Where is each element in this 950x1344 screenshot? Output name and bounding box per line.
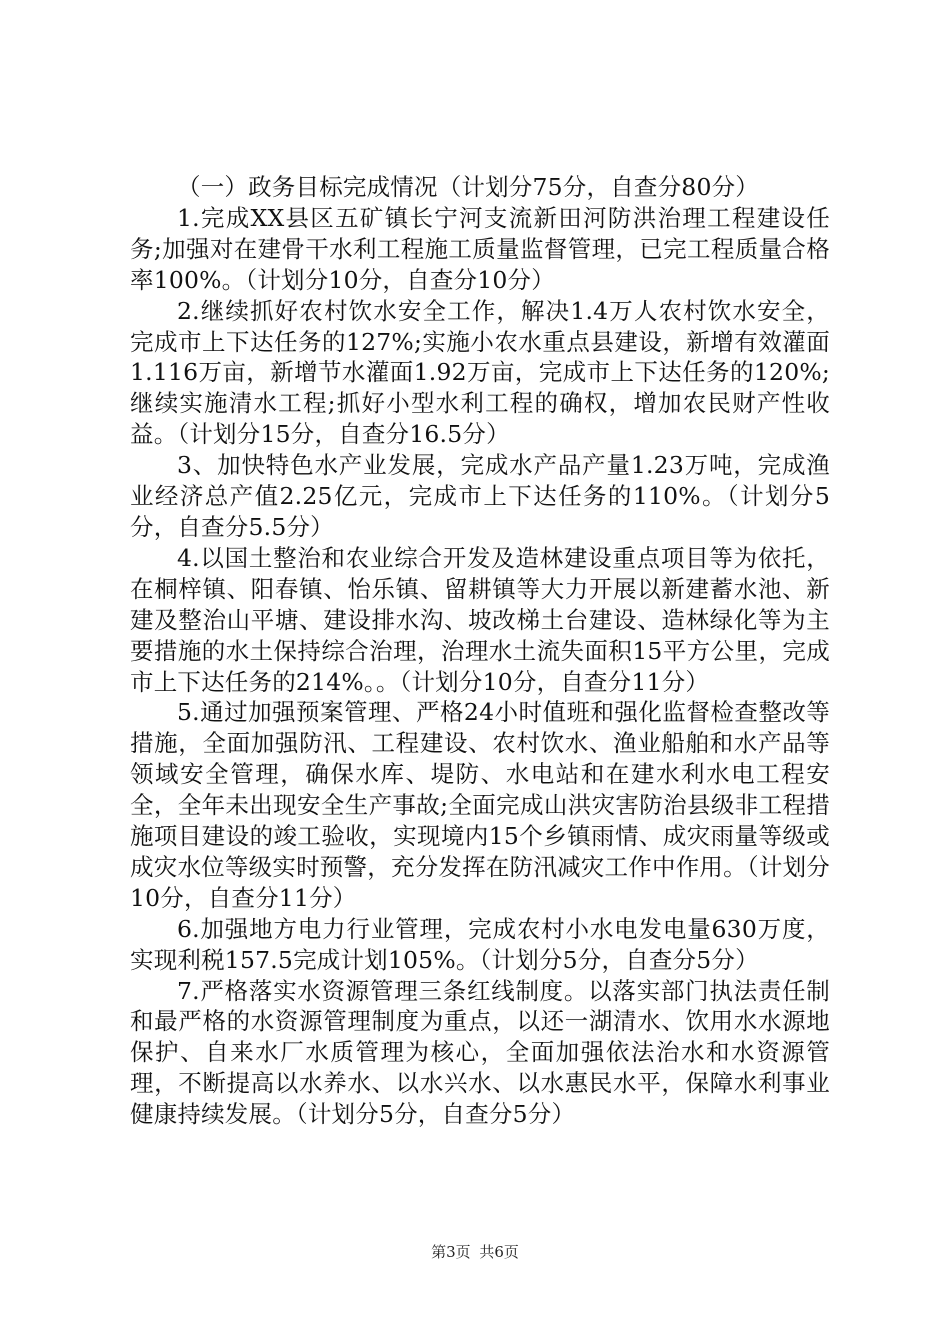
page-footer [0, 1242, 950, 1262]
paragraph-3: 3、加快特色水产业发展，完成水产品产量1.23万吨，完成渔业经济总产值2.25亿元，完成市上下达任务的110%。（计划分5分，自查分5.5分） [130, 451, 830, 541]
page-total: 共6页 [479, 1243, 519, 1261]
paragraph-1: 1.完成XX县区五矿镇长宁河支流新田河防洪治理工程建设任务;加强对在建骨干水利工程施工质量监督管理，已完工程质量合格率100%。（计划分10分，自查分10分） [130, 203, 830, 294]
paragraph-7: 7.严格落实水资源管理三条红线制度。以落实部门执法责任制和最严格的水资源管理制度为重点，以还一湖清水、饮用水水源地保护、自来水厂水质管理为核心，全面加强依法治水和水资源管理，不断提高以水养水、以水兴水、以水惠民水平，保障水利事业健康持续发展。（计划分5分，自查分5分） [130, 976, 830, 1129]
paragraph-5: 5.通过加强预案管理、严格24小时值班和强化监督检查整改等措施，全面加强防汛、工程建设、农村饮水、渔业船舶和水产品等领域安全管理，确保水库、堤防、水电站和在建水利水电工程安全，全年未出现安全生产事故;全面完成山洪灾害防治县级非工程措施项目建设的竣工验收，实现境内15个乡镇雨情、成灾雨量等级或成灾水位等级实时预警，充分发挥在防汛减灾工作中作用。（计划分10分，自查分11分） [130, 698, 830, 912]
paragraph-4: 4.以国土整治和农业综合开发及造林建设重点项目等为依托，在桐梓镇、阳春镇、怡乐镇、留耕镇等大力开展以新建蓄水池、新建及整治山平塘、建设排水沟、坡改梯土台建设、造林绿化等为主要措施的水土保持综合治理，治理水土流失面积15平方公里，完成市上下达任务的214%。。（计划分10分，自查分11分） [130, 543, 830, 696]
page-number: 第3页 [431, 1243, 471, 1261]
section-heading: （一）政务目标完成情况（计划分75分，自查分80分） [177, 173, 760, 201]
document-body [130, 172, 830, 1130]
paragraph-2: 2.继续抓好农村饮水安全工作，解决1.4万人农村饮水安全，完成市上下达任务的127%;实施小农水重点县建设，新增有效灌面1.116万亩，新增节水灌面1.92万亩，完成市上下达任务的120%;继续实施清水工程;抓好小型水利工程的确权，增加农民财产性收益。（计划分15分，自查分16.5分） [130, 296, 830, 449]
paragraph-6: 6.加强地方电力行业管理，完成农村小水电发电量630万度，实现利税157.5完成计划105%。（计划分5分，自查分5分） [130, 914, 830, 974]
